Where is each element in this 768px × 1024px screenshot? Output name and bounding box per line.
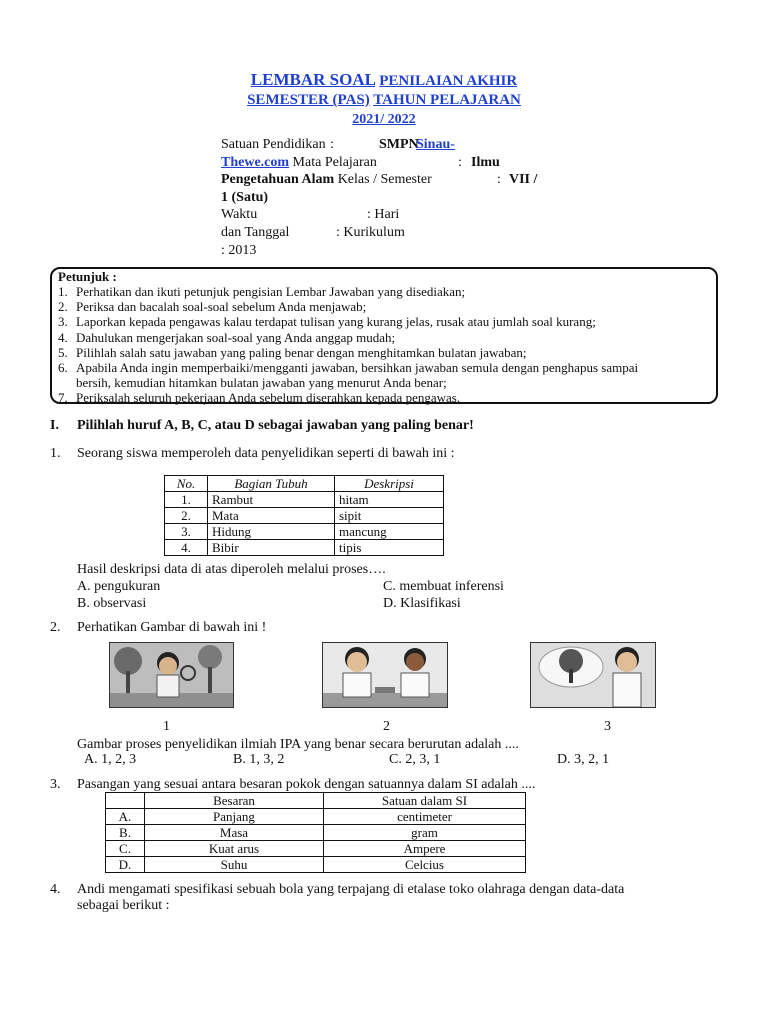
info-curriculum-value: : 2013	[221, 243, 257, 258]
question-4-number: 4.	[50, 882, 61, 897]
instruction-text: Dahulukan mengerjakan soal-soal yang Anda anggap mudah;	[76, 329, 396, 345]
academic-year	[0, 112, 768, 128]
question-2-text: Perhatikan Gambar di bawah ini !	[77, 620, 267, 635]
instruction-text: Periksalah seluruh pekerjaan Anda sebelum diserahkan kepada pengawas.	[76, 390, 461, 406]
info-subject-value: Ilmu	[471, 155, 500, 170]
picture-3-illustration	[531, 643, 655, 707]
instruction-text: Laporkan kepada pengawas kalau terdapat tulisan yang kurang jelas, rusak atau jumlah soal kurang;	[76, 314, 596, 330]
question-4-text: Andi mengamati spesifikasi sebuah bola yang terpajang di etalase toko olahraga dengan data-data	[77, 882, 625, 897]
question-2-number: 2.	[50, 620, 61, 635]
info-colon: :	[497, 172, 501, 187]
instruction-text: Perhatikan dan ikuti petunjuk pengisian Lembar Jawaban yang disediakan;	[76, 284, 466, 299]
table-cell: C.	[106, 841, 145, 857]
question-2-prompt: Gambar proses penyelidikan ilmiah IPA yang benar secara berurutan adalah ....	[77, 737, 519, 752]
table-row	[165, 508, 444, 524]
question-1-option-a[interactable]: A. pengukuran	[77, 579, 161, 594]
table-cell: mancung	[335, 524, 444, 540]
instruction-item	[58, 375, 447, 391]
question-3-text: Pasangan yang sesuai antara besaran pokok dengan satuannya dalam SI adalah ....	[77, 777, 536, 792]
table-header-cell	[106, 793, 145, 809]
table-header-cell: Satuan dalam SI	[324, 793, 526, 809]
instruction-number: 2.	[58, 299, 68, 315]
info-school-value: SMPN	[379, 137, 419, 152]
info-time-value: : Hari	[367, 207, 400, 222]
info-line-3	[221, 171, 541, 189]
section-number: I.	[50, 418, 59, 433]
question-3-table	[105, 792, 526, 873]
table-header-cell: Besaran	[145, 793, 324, 809]
table-row	[106, 857, 526, 873]
table-header-cell: Deskripsi	[335, 476, 444, 492]
table-cell: Ampere	[324, 841, 526, 857]
instruction-item	[58, 299, 367, 315]
picture-3-thinking	[530, 642, 656, 708]
info-subject-label: Mata Pelajaran	[292, 155, 377, 170]
question-1-table	[164, 475, 444, 556]
table-row	[106, 841, 526, 857]
table-row	[165, 492, 444, 508]
info-school-label: Satuan Pendidikan	[221, 137, 326, 152]
question-1-option-d[interactable]: D. Klasifikasi	[383, 596, 461, 611]
info-time-label: Waktu	[221, 207, 258, 222]
info-line-2	[221, 154, 521, 172]
instruction-item	[58, 284, 466, 299]
table-cell: Celcius	[324, 857, 526, 873]
table-cell: 4.	[165, 540, 208, 556]
table-cell: D.	[106, 857, 145, 873]
instruction-number: 1.	[58, 284, 68, 299]
table-cell: Mata	[208, 508, 335, 524]
page-title	[0, 70, 768, 90]
instruction-number: 7.	[58, 390, 68, 406]
question-3-number: 3.	[50, 777, 61, 792]
instruction-text: Periksa dan bacalah soal-soal sebelum Anda menjawab;	[76, 299, 367, 315]
info-date-label: dan Tanggal	[221, 225, 290, 240]
title-part-2: PENILAIAN AKHIR	[379, 73, 518, 89]
info-curriculum-label: : Kurikulum	[336, 225, 405, 240]
question-1-option-b[interactable]: B. observasi	[77, 596, 147, 611]
table-cell: 2.	[165, 508, 208, 524]
table-header-row	[106, 793, 526, 809]
picture-2-discussing	[322, 642, 448, 708]
table-cell: B.	[106, 825, 145, 841]
info-colon: :	[458, 155, 462, 170]
title-part-1: LEMBAR SOAL	[250, 70, 376, 89]
table-cell: Rambut	[208, 492, 335, 508]
table-row	[106, 809, 526, 825]
instruction-text: bersih, kemudian hitamkan bulatan jawaban yang menurut Anda benar;	[76, 375, 447, 391]
table-row	[165, 524, 444, 540]
instruction-text: Pilihlah salah satu jawaban yang paling benar dengan menghitamkan bulatan jawaban;	[76, 344, 527, 360]
table-cell: 1.	[165, 492, 208, 508]
info-line-5	[221, 206, 521, 224]
table-cell: Bibir	[208, 540, 335, 556]
academic-year-text: 2021/ 2022	[352, 112, 416, 127]
info-subject-value-cont: Pengetahuan Alam	[221, 172, 335, 187]
instruction-item	[58, 360, 639, 375]
instruction-number: 6.	[58, 360, 68, 375]
question-1-text: Seorang siswa memperoleh data penyelidikan seperti di bawah ini :	[77, 446, 455, 461]
table-cell: tipis	[335, 540, 444, 556]
instruction-number: 3.	[58, 314, 68, 330]
instruction-number: 4.	[58, 329, 68, 345]
info-colon: :	[330, 137, 334, 152]
table-cell: A.	[106, 809, 145, 825]
picture-1-illustration	[110, 643, 233, 707]
picture-3-label: 3	[604, 719, 611, 734]
title-line2-part-1: SEMESTER (PAS)	[247, 92, 370, 108]
school-link-cont[interactable]: Thewe.com	[221, 155, 290, 170]
question-2-option-d[interactable]: D. 3, 2, 1	[557, 752, 610, 767]
question-4-text-cont: sebagai berikut :	[77, 898, 170, 913]
instruction-item	[58, 344, 527, 360]
table-cell: gram	[324, 825, 526, 841]
instruction-item	[58, 314, 596, 330]
table-header-row	[165, 476, 444, 492]
table-cell: 3.	[165, 524, 208, 540]
school-link[interactable]: Sinau-	[416, 137, 455, 152]
question-2-option-a[interactable]: A. 1, 2, 3	[84, 752, 137, 767]
question-2-option-b[interactable]: B. 1, 3, 2	[233, 752, 285, 767]
info-line-1	[221, 136, 521, 154]
table-cell: Kuat arus	[145, 841, 324, 857]
question-1-option-c[interactable]: C. membuat inferensi	[383, 579, 504, 594]
title-line2-part-2: TAHUN PELAJARAN	[373, 92, 521, 108]
instruction-text: Apabila Anda ingin memperbaiki/mengganti jawaban, bersihkan jawaban semula dengan penghapus sampai	[76, 360, 639, 375]
picture-1-label: 1	[163, 719, 170, 734]
instruction-item	[58, 329, 396, 345]
table-cell: centimeter	[324, 809, 526, 825]
table-header-cell: No.	[165, 476, 208, 492]
picture-1-observing	[109, 642, 234, 708]
table-cell: Hidung	[208, 524, 335, 540]
table-cell: hitam	[335, 492, 444, 508]
info-class-label: Kelas / Semester	[337, 172, 432, 187]
instruction-item	[58, 390, 461, 406]
question-1-prompt: Hasil deskripsi data di atas diperoleh melalui proses….	[77, 562, 386, 577]
picture-2-label: 2	[383, 719, 390, 734]
info-line-6	[221, 224, 521, 242]
info-semester-value: 1 (Satu)	[221, 190, 269, 205]
table-cell: sipit	[335, 508, 444, 524]
table-row	[106, 825, 526, 841]
instructions-heading: Petunjuk :	[58, 269, 117, 284]
page-title-line-2	[0, 92, 768, 109]
table-cell: Suhu	[145, 857, 324, 873]
table-row	[165, 540, 444, 556]
table-cell: Panjang	[145, 809, 324, 825]
question-2-option-c[interactable]: C. 2, 3, 1	[389, 752, 441, 767]
instruction-number: 5.	[58, 344, 68, 360]
question-1-number: 1.	[50, 446, 61, 461]
picture-2-illustration	[323, 643, 447, 707]
section-title: Pilihlah huruf A, B, C, atau D sebagai jawaban yang paling benar!	[77, 418, 474, 433]
info-class-value: VII /	[509, 172, 538, 187]
table-header-cell: Bagian Tubuh	[208, 476, 335, 492]
table-cell: Masa	[145, 825, 324, 841]
